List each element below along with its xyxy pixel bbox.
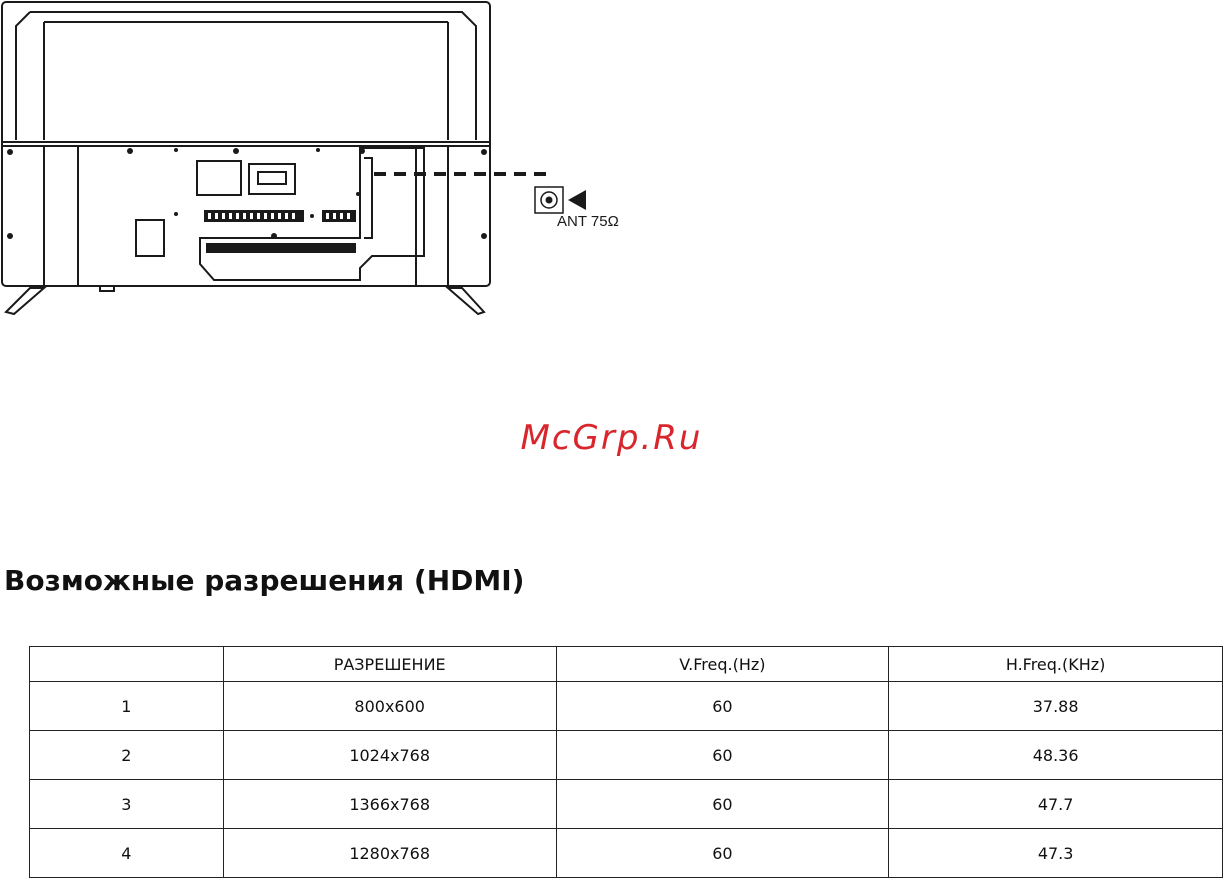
watermark-text: McGrp.Ru [520,418,703,458]
table-cell: 48.36 [889,731,1223,780]
table-cell: 60 [556,682,889,731]
table-cell: 60 [556,731,889,780]
table-row [30,780,1223,829]
table-cell: 800x600 [223,682,556,731]
table-cell: 47.7 [889,780,1223,829]
antenna-label: ANT 75Ω [557,213,619,230]
resolution-table [29,646,1223,878]
table-header-cell: V.Freq.(Hz) [556,647,889,682]
table-cell: 60 [556,780,889,829]
table-cell: 4 [30,829,224,878]
table-cell: 3 [30,780,224,829]
table-row [30,682,1223,731]
stand-left [6,288,44,314]
table-row [30,829,1223,878]
table-cell: 60 [556,829,889,878]
antenna-jack-icon [535,187,563,213]
table-row [30,731,1223,780]
table-header-cell: РАЗРЕШЕНИЕ [223,647,556,682]
table-header-cell [30,647,224,682]
table-cell: 37.88 [889,682,1223,731]
section-title: Возможные разрешения (HDMI) [4,564,525,597]
table-cell: 1 [30,682,224,731]
table-cell: 1024x768 [223,731,556,780]
table-cell: 1366x768 [223,780,556,829]
table-cell: 2 [30,731,224,780]
tv-rear-diagram [0,0,640,330]
arrow-left-icon [568,190,586,210]
stand-right [448,288,484,314]
table-header-row [30,647,1223,682]
label-plate [197,161,241,195]
table-cell: 1280x768 [223,829,556,878]
table-cell: 47.3 [889,829,1223,878]
vesa-connector [249,164,295,194]
table-header-cell: H.Freq.(KHz) [889,647,1223,682]
power-socket [136,220,164,256]
tv-bezel [16,12,476,140]
